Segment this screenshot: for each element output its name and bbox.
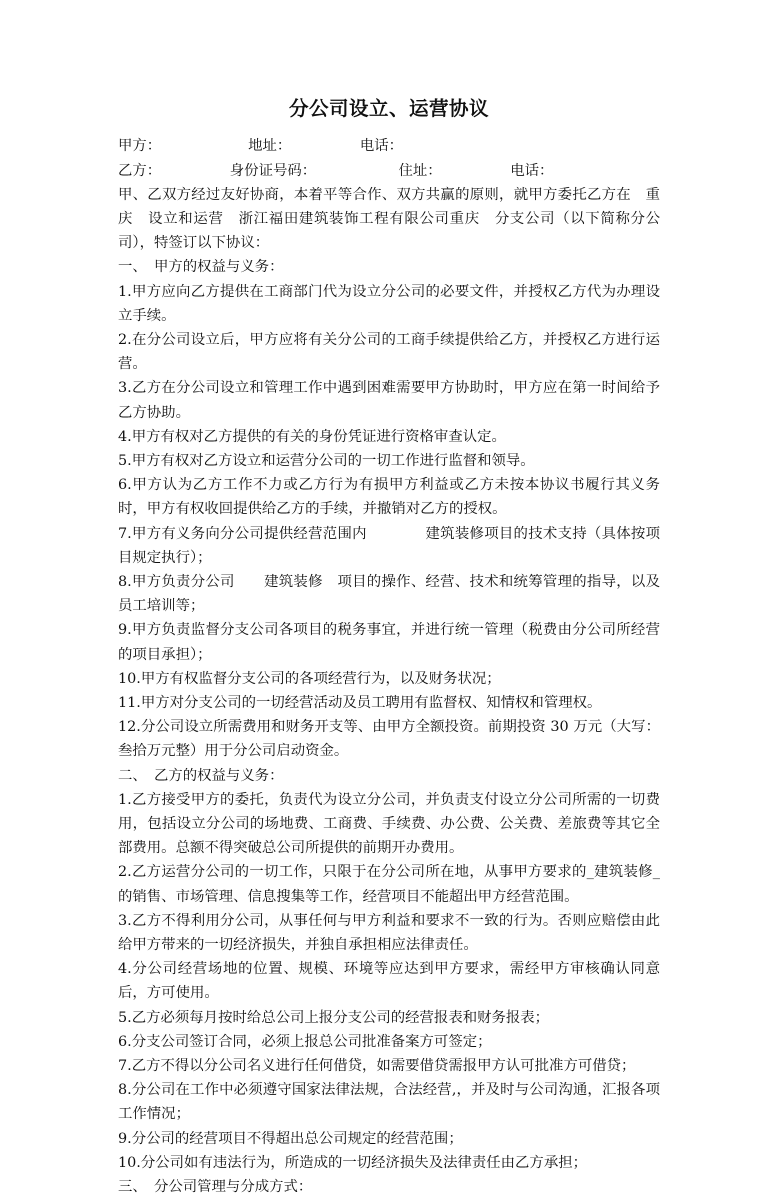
clause-item: 9.甲方负责监督分支公司各项目的税务事宜，并进行统一管理（税费由分公司所经营的项目承担）； — [118, 622, 660, 663]
clause-item: 12.分公司设立所需费用和财务开支等、由甲方全额投资。前期投资 30 万元（大写：叁拾万元整）用于分公司启动资金。 — [118, 719, 660, 760]
clause-item: 10.分公司如有违法行为，所造成的一切经济损失及法律责任由乙方承担； — [118, 1154, 587, 1171]
document-body — [118, 96, 660, 1199]
preamble-paragraph: 甲、乙双方经过友好协商，本着平等合作、双方共赢的原则，就甲方委托乙方在 重庆 设立和运营 浙江福田建筑装饰工程有限公司重庆 分支公司（以下简称分公司），特签订以下协议： — [118, 186, 660, 252]
clause-item: 3.乙方在分公司设立和管理工作中遇到困难需要甲方协助时，甲方应在第一时间给予乙方协助。 — [118, 380, 660, 421]
clause-item: 1.甲方应向乙方提供在工商部门代为设立分公司的必要文件，并授权乙方代为办理设立手续。 — [118, 283, 660, 324]
clause-item: 6.甲方认为乙方工作不力或乙方行为有损甲方利益或乙方未按本协议书履行其义务时，甲方有权收回提供给乙方的手续，并撤销对乙方的授权。 — [118, 477, 660, 518]
clause-item: 5.甲方有权对乙方设立和运营分公司的一切工作进行监督和领导。 — [118, 452, 535, 469]
clause-item: 8.甲方负责分公司 建筑装修 项目的操作、经营、技术和统筹管理的指导，以及员工培训等； — [118, 573, 660, 615]
clause-item: 7.乙方不得以分公司名义进行任何借贷，如需要借贷需报甲方认可批准方可借贷； — [118, 1058, 636, 1075]
clause-item: 1.乙方接受甲方的委托，负责代为设立分公司，并负责支付设立分公司所需的一切费用，包括设立分公司的场地费、工商费、手续费、办公费、公关费、差旅费等其它全部费用。总额不得突破总公司所提供的前期开办费用。 — [118, 791, 660, 857]
section-heading-2: 二、 乙方的权益与义务： — [118, 767, 284, 784]
page-title: 分公司设立、运营协议 — [288, 97, 489, 120]
section-heading-3: 三、 分公司管理与分成方式： — [118, 1179, 313, 1196]
clause-item: 6.分支公司签订合同，必须上报总公司批准备案方可签定； — [118, 1033, 492, 1050]
clause-item: 11.甲方对分支公司的一切经营活动及员工聘用有监督权、知情权和管理权。 — [118, 694, 602, 711]
clause-item: 2.在分公司设立后，甲方应将有关分公司的工商手续提供给乙方，并授权乙方进行运营。 — [118, 331, 660, 373]
clause-item: 4.分公司经营场地的位置、规模、环境等应达到甲方要求，需经甲方审核确认同意后，方可使用。 — [118, 961, 660, 1002]
clause-item: 8.分公司在工作中必须遵守国家法律法规，合法经营,，并及时与公司沟通，汇报各项工作情况； — [118, 1082, 660, 1123]
party-b-line: 乙方： 身份证号码： 住址： 电话： — [118, 162, 554, 179]
section-heading-1: 一、 甲方的权益与义务： — [118, 259, 284, 276]
clause-item: 5.乙方必须每月按时给总公司上报分支公司的经营报表和财务报表； — [118, 1009, 550, 1026]
clause-item: 10.甲方有权监督分支公司的各项经营行为，以及财务状况； — [118, 670, 501, 687]
clause-item: 4.甲方有权对乙方提供的有关的身份凭证进行资格审查认定。 — [118, 428, 506, 445]
party-a-line: 甲方： 地址： 电话： — [118, 138, 404, 155]
clause-item: 3.乙方不得利用分公司，从事任何与甲方利益和要求不一致的行为。否则应赔偿由此给甲方带来的一切经济损失，并独自承担相应法律责任。 — [118, 912, 660, 954]
clause-item: 9.分公司的经营项目不得超出总公司规定的经营范围； — [118, 1130, 463, 1147]
clause-item: 2.乙方运营分公司的一切工作，只限于在分公司所在地，从事甲方要求的_建筑装修_的销售、市场管理、信息搜集等工作，经营项目不能超出甲方经营范围。 — [118, 864, 660, 905]
clause-item: 7.甲方有义务向分公司提供经营范围内 建筑装修项目的技术支持（具体按项目规定执行）； — [118, 525, 660, 566]
